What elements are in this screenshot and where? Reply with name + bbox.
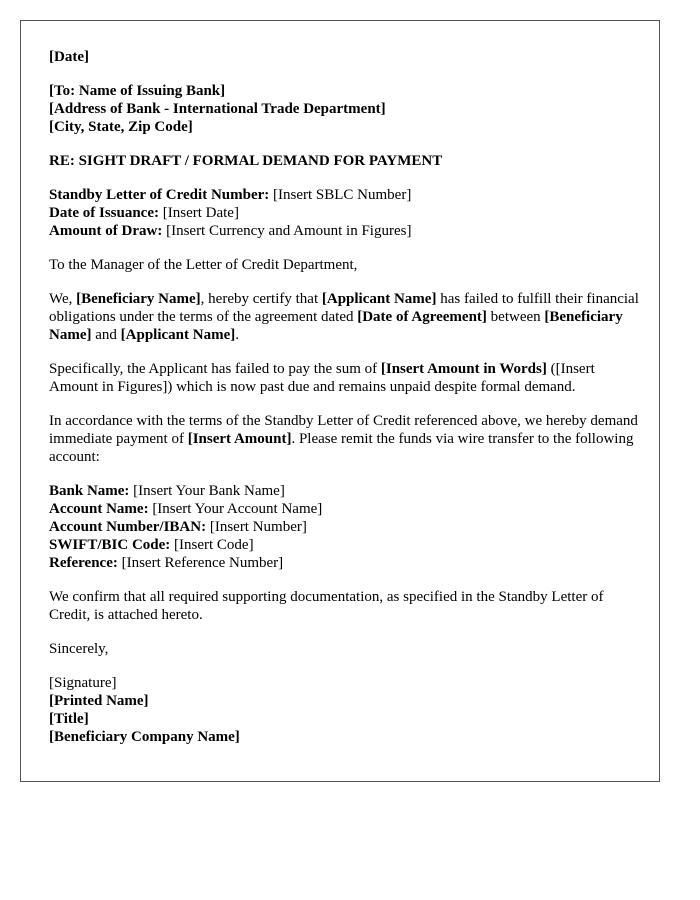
swift-code-label: SWIFT/BIC Code: [49, 537, 171, 553]
title-placeholder: [Title] [49, 711, 89, 727]
closing: Sincerely, [49, 641, 109, 657]
certification-paragraph [49, 290, 639, 344]
letter-date-block [49, 48, 639, 66]
paragraph-text: has failed to fulfill their financial obligations under the terms of the agreement dated [49, 291, 639, 325]
swift-code-value: [Insert Code] [170, 537, 254, 553]
reference-value: [Insert Reference Number] [117, 555, 284, 571]
draw-amount-label: Amount of Draw: [49, 223, 163, 239]
recipient-city-state-zip: [City, State, Zip Code] [49, 119, 193, 135]
sblc-number-line [49, 186, 639, 204]
applicant-name-placeholder: [Applicant Name] [321, 291, 437, 307]
issuance-date-value: [Insert Date] [159, 205, 239, 221]
agreement-date-placeholder: [Date of Agreement] [357, 309, 487, 325]
paragraph-text: ([Insert Amount in Figures]) which is now past due and remains unpaid despite formal demand. [49, 361, 595, 395]
letter-date: [Date] [49, 49, 89, 65]
credit-details-block [49, 186, 639, 240]
issuance-date-line [49, 204, 639, 222]
sblc-number-value: [Insert SBLC Number] [269, 187, 412, 203]
bank-name-label: Bank Name: [49, 483, 130, 499]
confirmation-paragraph: We confirm that all required supporting documentation, as specified in the Standby Letter of Credit, is attached hereto. [49, 589, 604, 623]
sblc-number-label: Standby Letter of Credit Number: [49, 187, 270, 203]
payment-demand-paragraph [49, 412, 639, 466]
paragraph-text: We, [49, 291, 77, 307]
beneficiary-name-placeholder: [Beneficiary Name] [49, 309, 623, 343]
account-number-value: [Insert Number] [206, 519, 307, 535]
paragraph-text: , hereby certify that [200, 291, 322, 307]
paragraph-text: between [486, 309, 545, 325]
salutation: To the Manager of the Letter of Credit Department, [49, 257, 358, 273]
recipient-bank-address: [Address of Bank - International Trade Department] [49, 101, 386, 117]
account-name-value: [Insert Your Account Name] [148, 501, 323, 517]
account-details-block [49, 482, 639, 572]
amount-placeholder: [Insert Amount] [187, 431, 292, 447]
account-number-line [49, 518, 639, 536]
draw-amount-value: [Insert Currency and Amount in Figures] [162, 223, 412, 239]
recipient-address-block [49, 82, 639, 136]
paragraph-text: Specifically, the Applicant has failed to pay the sum of [49, 361, 381, 377]
paragraph-text: . Please remit the funds via wire transfer to the following account: [49, 431, 634, 465]
paragraph-text: In accordance with the terms of the Standby Letter of Credit referenced above, we hereby demand immediate payment of [49, 413, 638, 447]
reference-line [49, 554, 639, 572]
swift-code-line [49, 536, 639, 554]
letter-body [49, 48, 639, 762]
subject-line-block [49, 152, 639, 170]
account-name-line [49, 500, 639, 518]
signature-placeholder: [Signature] [49, 675, 117, 691]
paragraph-text: and [91, 327, 121, 343]
subject-line: RE: SIGHT DRAFT / FORMAL DEMAND FOR PAYMENT [49, 153, 443, 169]
account-number-label: Account Number/IBAN: [49, 519, 207, 535]
recipient-bank-name: [To: Name of Issuing Bank] [49, 83, 226, 99]
signature-block [49, 674, 639, 746]
amount-in-words-placeholder: [Insert Amount in Words] [380, 361, 547, 377]
applicant-name-placeholder: [Applicant Name] [120, 327, 236, 343]
beneficiary-name-placeholder: [Beneficiary Name] [76, 291, 201, 307]
letter-page [20, 20, 660, 782]
draw-amount-line [49, 222, 639, 240]
account-name-label: Account Name: [49, 501, 149, 517]
unpaid-sum-paragraph [49, 360, 639, 396]
paragraph-text: . [235, 327, 239, 343]
reference-label: Reference: [49, 555, 118, 571]
company-name-placeholder: [Beneficiary Company Name] [49, 729, 240, 745]
bank-name-value: [Insert Your Bank Name] [129, 483, 285, 499]
printed-name-placeholder: [Printed Name] [49, 693, 149, 709]
issuance-date-label: Date of Issuance: [49, 205, 159, 221]
bank-name-line [49, 482, 639, 500]
